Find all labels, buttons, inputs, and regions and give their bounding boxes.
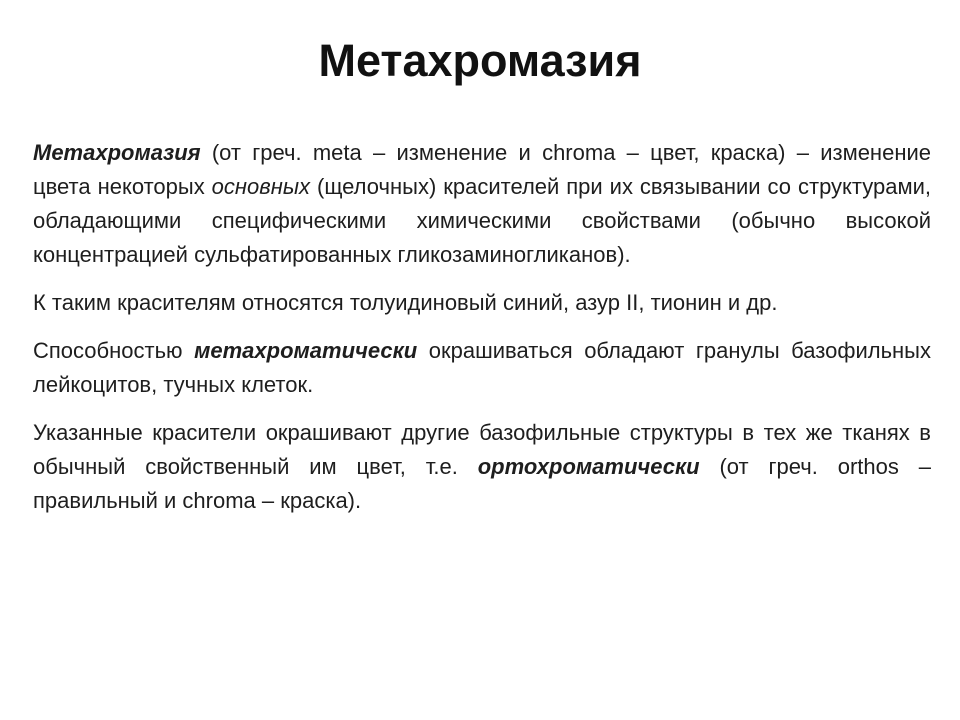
dyes-text: К таким красителям относятся толуидиновый синий, азур II, тионин и др. bbox=[33, 290, 778, 315]
term-metachromatically: метахроматически bbox=[194, 338, 418, 363]
paragraph-metachromatic bbox=[33, 334, 931, 402]
metachromatic-text-a: Способностью bbox=[33, 338, 195, 363]
paragraph-dyes bbox=[33, 286, 931, 320]
term-orthochromatically: ортохроматически bbox=[477, 454, 700, 479]
definition-text-b: (щелочных) красителей при их связывании со структурами, обладающими специфическими химическими свойствами (обычно высокой концентрацией сульфатированных гликозаминогликанов). bbox=[33, 174, 931, 267]
paragraph-orthochromatic bbox=[33, 416, 931, 518]
orthochromatic-text-a: Указанные красители окрашивают другие базофильные структуры в тех же тканях в обычный свойственный им цвет, т.е. bbox=[33, 420, 931, 479]
orthochromatic-text-b: (от греч. orthos – правильный и chroma – краска). bbox=[33, 454, 931, 513]
definition-text-a: (от греч. meta – изменение и chroma – цвет, краска) – изменение цвета некоторых bbox=[33, 140, 931, 199]
term-metachromasia: Метахромазия bbox=[33, 140, 201, 165]
paragraph-definition bbox=[33, 136, 931, 272]
slide-body bbox=[33, 136, 931, 532]
slide-title: Метахромазия bbox=[318, 35, 642, 86]
metachromatic-text-b: окрашиваться обладают гранулы базофильных лейкоцитов, тучных клеток. bbox=[33, 338, 931, 397]
italic-basic: основных bbox=[211, 174, 311, 199]
